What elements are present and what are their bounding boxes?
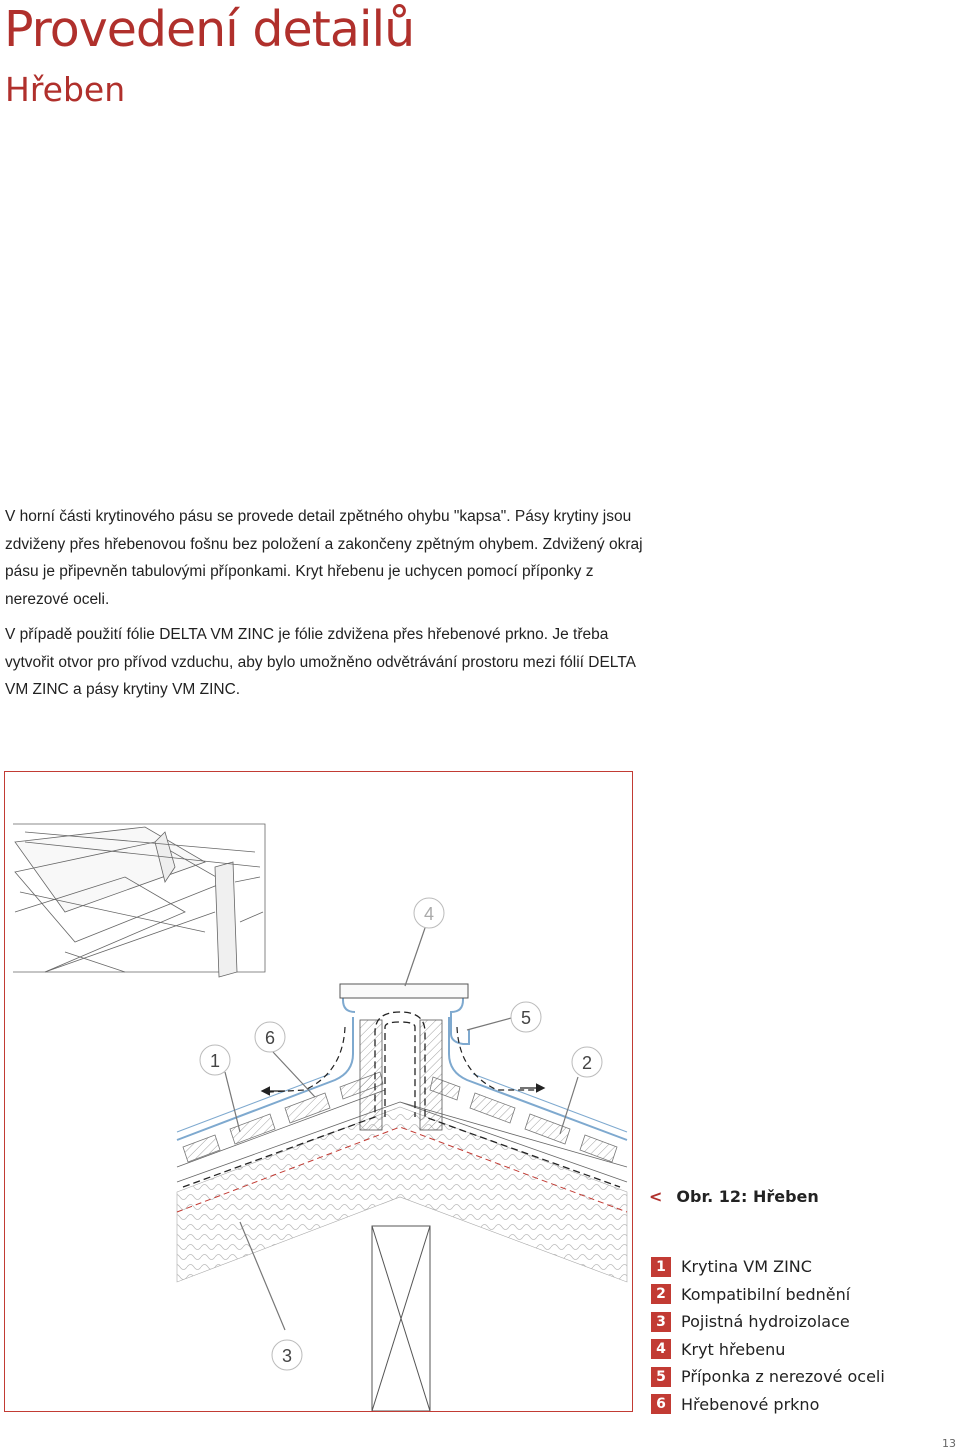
svg-text:4: 4	[423, 904, 435, 924]
ridge-beam	[372, 1226, 430, 1411]
legend-item: 4 Kryt hřebenu	[651, 1336, 885, 1364]
svg-text:5: 5	[520, 1008, 532, 1028]
ridge-detail-drawing	[5, 772, 632, 1411]
callout-2	[572, 1047, 602, 1077]
page-title: Provedení detailů	[4, 1, 415, 58]
callout-4	[414, 898, 444, 928]
figure-frame	[4, 771, 633, 1412]
paragraph-delta-foil: V případě použití fólie DELTA VM ZINC je fólie zdvižena přes hřebenové prkno. Je třeba vytvořit otvor pro přívod vzduchu, aby bylo umožněno odvětrávání prostoru mezi fólií DELTA VM ZINC a pásy krytiny VM ZINC.	[5, 626, 636, 698]
legend-item: 2 Kompatibilní bednění	[651, 1281, 885, 1309]
legend-item: 1 Krytina VM ZINC	[651, 1253, 885, 1281]
isometric-sketch	[13, 824, 265, 977]
legend-item: 5 Příponka z nerezové oceli	[651, 1363, 885, 1391]
caption-arrow-icon: <	[649, 1187, 663, 1206]
figure-caption	[649, 1187, 819, 1206]
paragraph-intro: V horní části krytinového pásu se provede detail zpětného ohybu "kapsa". Pásy krytiny jsou zdviženy přes hřebenovou fošnu bez položení a zakončeny zpětným ohybem. Zdvižený okraj pásu je připevněn tabulovými příponkami. Kryt hřebenu je uchycen pomocí příponky z nerezové oceli.	[5, 508, 643, 608]
legend-item: 3 Pojistná hydroizolace	[651, 1308, 885, 1336]
callout-5	[511, 1002, 541, 1032]
svg-text:1: 1	[209, 1051, 221, 1071]
page-subtitle: Hřeben	[5, 70, 126, 109]
svg-text:3: 3	[281, 1346, 293, 1366]
caption-text: Obr. 12: Hřeben	[676, 1187, 819, 1206]
ridge-board-hatched-right	[420, 1020, 442, 1130]
legend-item: 6 Hřebenové prkno	[651, 1391, 885, 1419]
callout-3	[272, 1340, 302, 1370]
page-number: 13	[942, 1437, 956, 1450]
ridge-board-hatched-left	[360, 1020, 382, 1130]
legend	[651, 1253, 885, 1418]
callout-6	[255, 1022, 285, 1052]
callout-1	[200, 1045, 230, 1075]
svg-text:2: 2	[581, 1053, 593, 1073]
svg-text:6: 6	[264, 1028, 276, 1048]
